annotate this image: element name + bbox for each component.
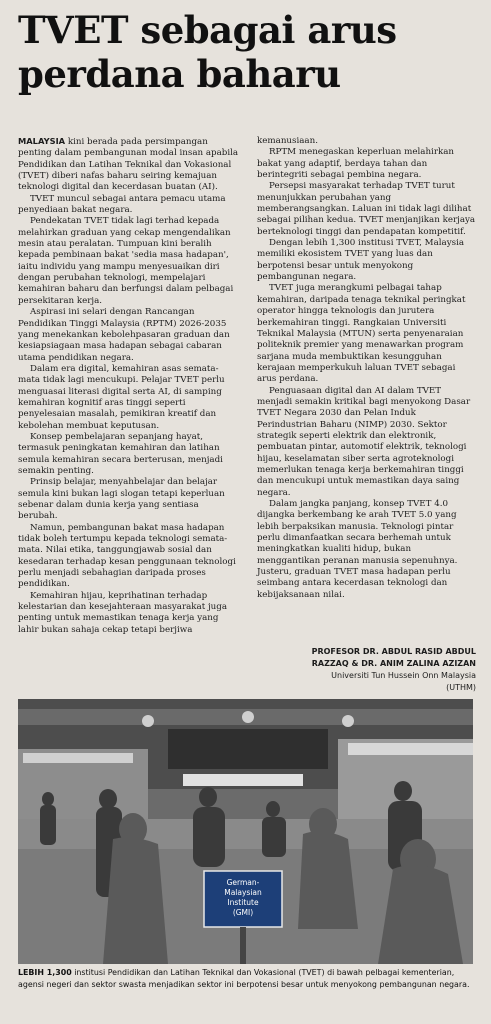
paragraph: Pendekatan TVET tidak lagi terhad kepada melahirkan graduan yang cekap mengendalikan mesin atau peralatan. Tumpuan kini beralih kepada pembinaan bakat 'sedia masa hadapan', iaitu individu yang mampu menyesuaikan diri dengan perubahan teknologi, mempelajari kemahiran baharu dan berfungsi dalam pelbagai persekitaran kerja. xyxy=(18,216,234,306)
kicker: MALAYSIA xyxy=(18,136,66,146)
exhibition-hall-illustration xyxy=(18,699,473,964)
caption-text: institusi Pendidikan dan Latihan Teknikal dan Vokasional (TVET) di bawah pelbagai kementerian, agensi negeri dan sektor swasta menjadikan sektor ini berpotensi besar untuk menyokong pembangunan negara. xyxy=(18,968,470,989)
byline-authors-2: RAZZAQ & DR. ANIM ZALINA AZIZAN xyxy=(311,659,476,668)
paragraph: TVET muncul sebagai antara pemacu utama penyediaan bakat negara. xyxy=(18,193,226,216)
booth-sign-line-4: (GMI) xyxy=(232,908,254,917)
paragraph: Penguasaan digital dan AI dalam TVET menjadi semakin kritikal bagi menyokong Dasar TVET Negara 2030 dan Pelan Induk Perindustrian Baharu (NIMP) 2030. Sektor strategik seperti elektrik dan elektronik, pembuatan pintar, automotif elektrik, teknologi hijau, keselamatan siber serta agroteknologi memerlukan tenaga kerja berkemahiran tinggi dan mencukupi untuk memastikan daya saing negara. xyxy=(257,385,471,498)
photo-caption xyxy=(18,967,476,990)
paragraph: Konsep pembelajaran sepanjang hayat, termasuk peningkatan kemahiran dan latihan semula kemahiran secara berterusan, menjadi semakin penting. xyxy=(18,431,223,476)
byline-authors-1: PROFESOR DR. ABDUL RASID ABDUL xyxy=(311,647,476,656)
headline-line-1: TVET sebagai arus xyxy=(18,8,397,52)
paragraph: Dalam era digital, kemahiran asas semata-mata tidak lagi mencukupi. Pelajar TVET perlu menguasai literasi digital serta AI, di samping kemahiran kognitif aras tinggi seperti penyelesaian masalah, pemikiran kreatif dan kebolehan membuat keputusan. xyxy=(18,363,225,431)
paragraph: Kemahiran hijau, keprihatinan terhadap kelestarian dan kesejahteraan masyarakat juga penting untuk memastikan tenaga kerja yang lahir bukan sahaja cekap tetapi berjiwa xyxy=(18,590,228,635)
article-column-right xyxy=(257,136,477,601)
booth-sign-line-2: Malaysian xyxy=(224,888,262,897)
byline xyxy=(300,646,476,694)
paragraph: Prinsip belajar, menyahbelajar dan belajar semula kini bukan lagi slogan tetapi keperluan sebenar dalam dunia kerja yang sentiasa berubah. xyxy=(18,477,225,522)
paragraph: Persepsi masyarakat terhadap TVET turut menunjukkan perubahan yang memberangsangkan. Laluan ini tidak lagi dilihat sebagai pilihan kedua. TVET menjanjikan kerjaya berteknologi tinggi dan pendapatan kompetitif. xyxy=(257,181,476,237)
paragraph: MALAYSIA kini berada pada persimpangan penting dalam pembangunan modal insan apabila Pendidikan dan Latihan Teknikal dan Vokasional (TVET) diberi nafas baharu seiring kemajuan teknologi digital dan kecerdasan buatan (AI). xyxy=(18,136,239,193)
booth-sign-line-3: Institute xyxy=(227,898,259,907)
paragraph: Namun, pembangunan bakat masa hadapan tidak boleh tertumpu kepada teknologi semata-mata. Nilai etika, tanggungjawab sosial dan kesedaran terhadap kesan penggunaan teknologi perlu menjadi sebahagian daripada proses pendidikan. xyxy=(18,522,236,590)
paragraph: TVET juga merangkumi pelbagai tahap kemahiran, daripada tenaga teknikal peringkat operator hingga teknologis dan jurutera berkemahiran tinggi. Rangkaian Universiti Teknikal Malaysia (MTUN) serta penyenaraian politeknik premier yang menawarkan program sarjana muda membuktikan kesungguhan kerajaan memperkukuh laluan TVET sebagai arus perdana. xyxy=(257,283,466,385)
article-column-left xyxy=(18,136,240,636)
exhibition-photo xyxy=(18,699,473,964)
paragraph: RPTM menegaskan keperluan melahirkan bakat yang adaptif, berdaya tahan dan berintegriti sebagai pembina negara. xyxy=(257,147,455,181)
booth-sign-line-1: German- xyxy=(226,878,260,887)
paragraph: Dengan lebih 1,300 institusi TVET, Malaysia memiliki ekosistem TVET yang luas dan berpotensi besar untuk menyokong pembangunan negara. xyxy=(257,238,465,283)
paragraph: Dalam jangka panjang, konsep TVET 4.0 dijangka berkembang ke arah TVET 5.0 yang lebih berpaksikan manusia. Teknologi pintar perlu dimanfaatkan secara berhemah untuk meningkatkan kualiti hidup, bukan menggantikan peranan manusia sepenuhnya. Justeru, graduan TVET masa hadapan perlu seimbang antara kecerdasan teknologi dan kebijaksanaan nilai. xyxy=(257,499,458,600)
headline xyxy=(18,8,478,96)
paragraph: Aspirasi ini selari dengan Rancangan Pendidikan Tinggi Malaysia (RPTM) 2026-2035 yang menekankan kebolehpasaran graduan dan kesiapsiagaan masa hadapan sebagai cabaran utama pendidikan negara. xyxy=(18,307,230,363)
headline-line-2: perdana baharu xyxy=(18,52,341,96)
byline-affiliation: Universiti Tun Hussein Onn Malaysia (UTHM) xyxy=(331,671,476,692)
paragraph: kemanusiaan. xyxy=(257,136,318,146)
caption-lead: LEBIH 1,300 xyxy=(18,968,72,977)
